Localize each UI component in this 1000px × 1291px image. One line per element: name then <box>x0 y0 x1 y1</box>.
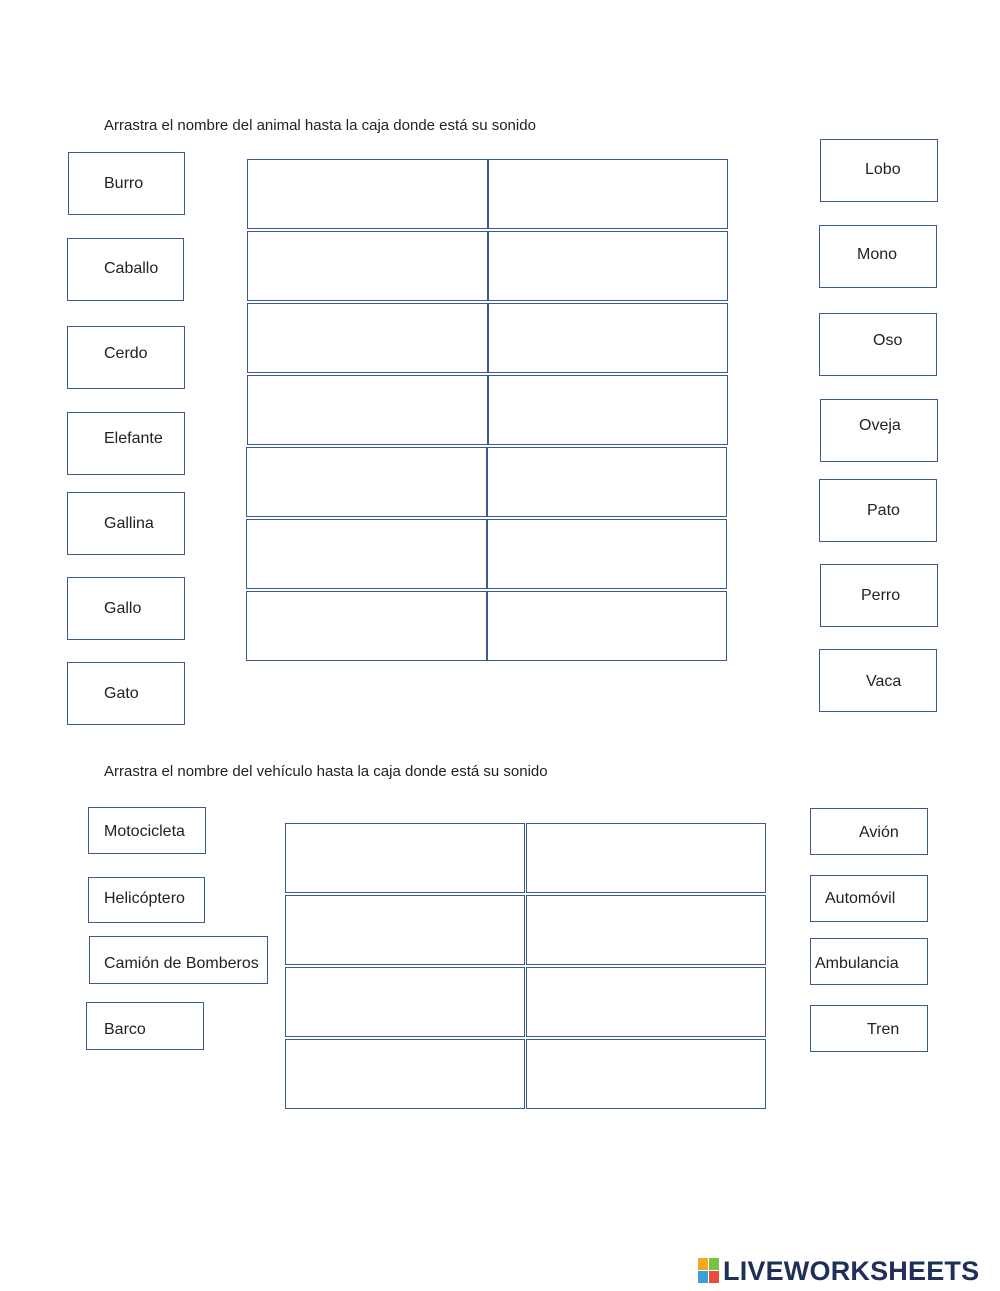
drop-box[interactable] <box>488 303 728 373</box>
word-label: Perro <box>861 587 901 604</box>
drag-word-pato[interactable] <box>819 479 937 542</box>
word-label: Lobo <box>865 161 901 178</box>
drag-word-automovil[interactable] <box>810 875 928 922</box>
drop-box[interactable] <box>247 303 488 373</box>
drag-word-oso[interactable] <box>819 313 937 376</box>
drag-word-cerdo[interactable] <box>67 326 185 389</box>
word-label: Gallo <box>104 600 142 617</box>
word-label: Avión <box>859 824 899 841</box>
word-label: Barco <box>104 1021 146 1038</box>
logo-block <box>709 1271 719 1283</box>
word-label: Camión de Bomberos <box>104 955 259 972</box>
word-label: Gato <box>104 685 139 702</box>
drag-word-camion-de-bomberos[interactable] <box>89 936 268 984</box>
drop-box[interactable] <box>526 967 766 1037</box>
word-label: Motocicleta <box>104 823 185 840</box>
drop-box[interactable] <box>526 1039 766 1109</box>
drag-word-perro[interactable] <box>820 564 938 627</box>
drop-box[interactable] <box>285 895 525 965</box>
logo-block <box>698 1271 708 1283</box>
drag-word-caballo[interactable] <box>67 238 184 301</box>
word-label: Tren <box>867 1021 900 1038</box>
word-label: Oveja <box>859 417 901 434</box>
drop-box[interactable] <box>247 159 488 229</box>
drop-box[interactable] <box>488 231 728 301</box>
drag-word-gallo[interactable] <box>67 577 185 640</box>
logo-block <box>709 1258 719 1270</box>
word-label: Helicóptero <box>104 890 185 907</box>
instruction-animals: Arrastra el nombre del animal hasta la caja donde está su sonido <box>104 117 536 134</box>
drag-word-oveja[interactable] <box>820 399 938 462</box>
drag-word-motocicleta[interactable] <box>88 807 206 854</box>
drag-word-tren[interactable] <box>810 1005 928 1052</box>
word-label: Ambulancia <box>815 955 899 972</box>
drop-box[interactable] <box>246 447 487 517</box>
drop-box[interactable] <box>246 519 487 589</box>
drop-box[interactable] <box>488 375 728 445</box>
drag-word-elefante[interactable] <box>67 412 185 475</box>
drag-word-helicoptero[interactable] <box>88 877 205 923</box>
word-label: Caballo <box>104 260 159 277</box>
drop-box[interactable] <box>526 823 766 893</box>
drop-box[interactable] <box>488 159 728 229</box>
drop-box[interactable] <box>487 519 727 589</box>
instruction-vehicles: Arrastra el nombre del vehículo hasta la caja donde está su sonido <box>104 763 548 780</box>
drop-box[interactable] <box>285 823 525 893</box>
word-label: Oso <box>873 332 903 349</box>
word-label: Cerdo <box>104 345 148 362</box>
drop-box[interactable] <box>246 591 487 661</box>
drag-word-gallina[interactable] <box>67 492 185 555</box>
drag-word-barco[interactable] <box>86 1002 204 1050</box>
drop-box[interactable] <box>285 967 525 1037</box>
drag-word-vaca[interactable] <box>819 649 937 712</box>
drop-box[interactable] <box>247 231 488 301</box>
drag-word-gato[interactable] <box>67 662 185 725</box>
liveworksheets-logo <box>698 1257 979 1285</box>
drop-box[interactable] <box>285 1039 525 1109</box>
logo-text: LIVEWORKSHEETS <box>723 1256 980 1286</box>
drop-box[interactable] <box>526 895 766 965</box>
word-label: Gallina <box>104 515 154 532</box>
drag-word-avion[interactable] <box>810 808 928 855</box>
drag-word-mono[interactable] <box>819 225 937 288</box>
word-label: Pato <box>867 502 900 519</box>
drag-word-lobo[interactable] <box>820 139 938 202</box>
logo-blocks-icon <box>698 1258 720 1284</box>
drag-word-ambulancia[interactable] <box>810 938 928 985</box>
logo-block <box>698 1258 708 1270</box>
drop-box[interactable] <box>247 375 488 445</box>
word-label: Mono <box>857 246 898 263</box>
drop-box[interactable] <box>487 447 727 517</box>
word-label: Vaca <box>866 673 902 690</box>
drop-box[interactable] <box>487 591 727 661</box>
drag-word-burro[interactable] <box>68 152 185 215</box>
word-label: Automóvil <box>825 890 896 907</box>
word-label: Elefante <box>104 430 163 447</box>
word-label: Burro <box>104 175 144 192</box>
